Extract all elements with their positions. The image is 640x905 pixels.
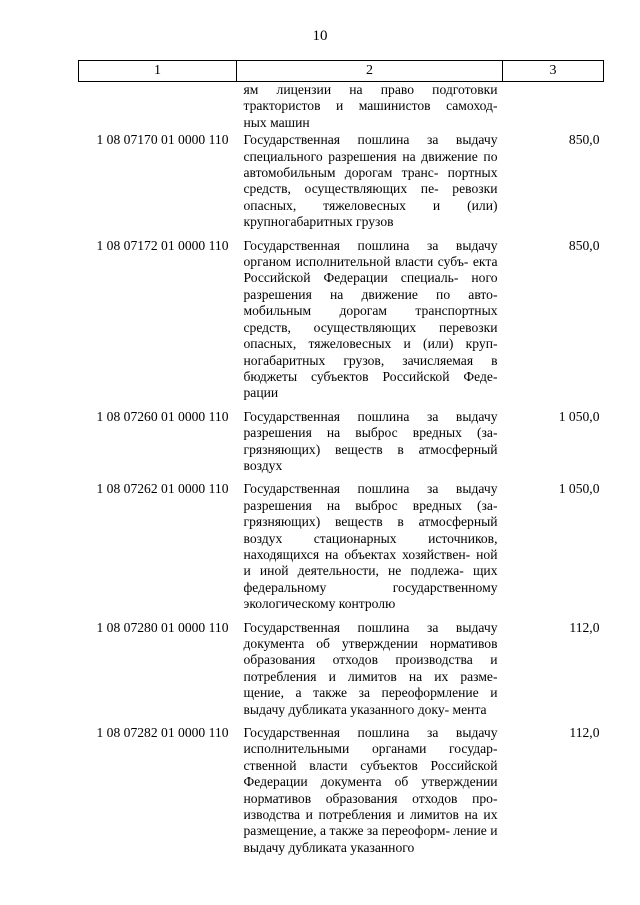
table-row [79, 231, 604, 402]
continuation-description-cell [237, 82, 503, 132]
revenue-description: Государственная пошлина за выдачу документа об утверждении нормативов образования отходов производства и потребления и лимитов на их разме- щение, а также за переоформление и выдачу дубликата указанного доку- мента [243, 619, 498, 717]
revenue-description: Государственная пошлина за выдачу исполнительными органами государ- ственной власти субъектов Российской Федерации документа об утверждении нормативов образования отходов про- изводства и потребления и лимитов на их размещение, а также за переоформ- ление и выдачу дубликата указанного [243, 725, 498, 855]
revenue-description: Государственная пошлина за выдачу разрешения на выброс вредных (за- грязняющих) веществ в атмосферный воздух стационарных источников, находящихся на объектах хозяйствен- ной и иной деятельности, не подлежа- щих федеральному государственному экологическому контролю [243, 481, 498, 612]
budget-code: 1 08 07172 01 0000 110 [96, 237, 229, 253]
column-header-code: 1 [79, 61, 237, 82]
budget-code: 1 08 07280 01 0000 110 [96, 619, 229, 635]
page-number: 10 [312, 28, 328, 44]
amount-value: 1 050,0 [558, 408, 600, 424]
budget-code: 1 08 07282 01 0000 110 [96, 725, 229, 741]
table-row [79, 402, 604, 475]
table-row-continuation [79, 82, 604, 132]
continuation-code-cell [79, 82, 237, 132]
budget-code: 1 08 07260 01 0000 110 [96, 408, 229, 424]
budget-code: 1 08 07170 01 0000 110 [96, 132, 229, 148]
table-row [79, 613, 604, 718]
column-header-description: 2 [237, 61, 503, 82]
continuation-line: ных машин [243, 114, 310, 130]
continuation-line: трактористов и машинистов самоход- [243, 98, 498, 114]
column-header-amount: 3 [503, 61, 604, 82]
amount-value: 850,0 [568, 132, 600, 148]
table-row [79, 474, 604, 612]
continuation-line: ям лицензии на право подготовки [243, 82, 498, 97]
table-row [79, 718, 604, 856]
amount-value: 112,0 [569, 725, 600, 741]
amount-value: 112,0 [569, 619, 600, 635]
amount-value: 850,0 [568, 237, 600, 253]
table-row [79, 131, 604, 230]
budget-revenue-table [78, 60, 604, 856]
continuation-amount-cell [503, 82, 604, 132]
revenue-description: Государственная пошлина за выдачу разрешения на выброс вредных (за- грязняющих) веществ в атмосферный воздух [243, 408, 498, 473]
revenue-description: Государственная пошлина за выдачу органом исполнительной власти субъ- екта Российской Федерации специаль- ного разрешения на движение по авто- мобильным дорогам транспортных средств, осуществляющих перевозки опасных, тяжеловесных и (или) круп- ногабаритных грузов, зачисляемая в бюджеты субъектов Российской Феде- рации [243, 237, 498, 401]
budget-code: 1 08 07262 01 0000 110 [96, 481, 229, 497]
revenue-description: Государственная пошлина за выдачу специального разрешения на движение по автомобильным дорогам транс- портных средств, осуществляющих пе- ревозки опасных, тяжеловесных и (или) крупногабаритных грузов [243, 132, 498, 230]
amount-value: 1 050,0 [558, 481, 600, 497]
table-header-row [79, 61, 604, 82]
